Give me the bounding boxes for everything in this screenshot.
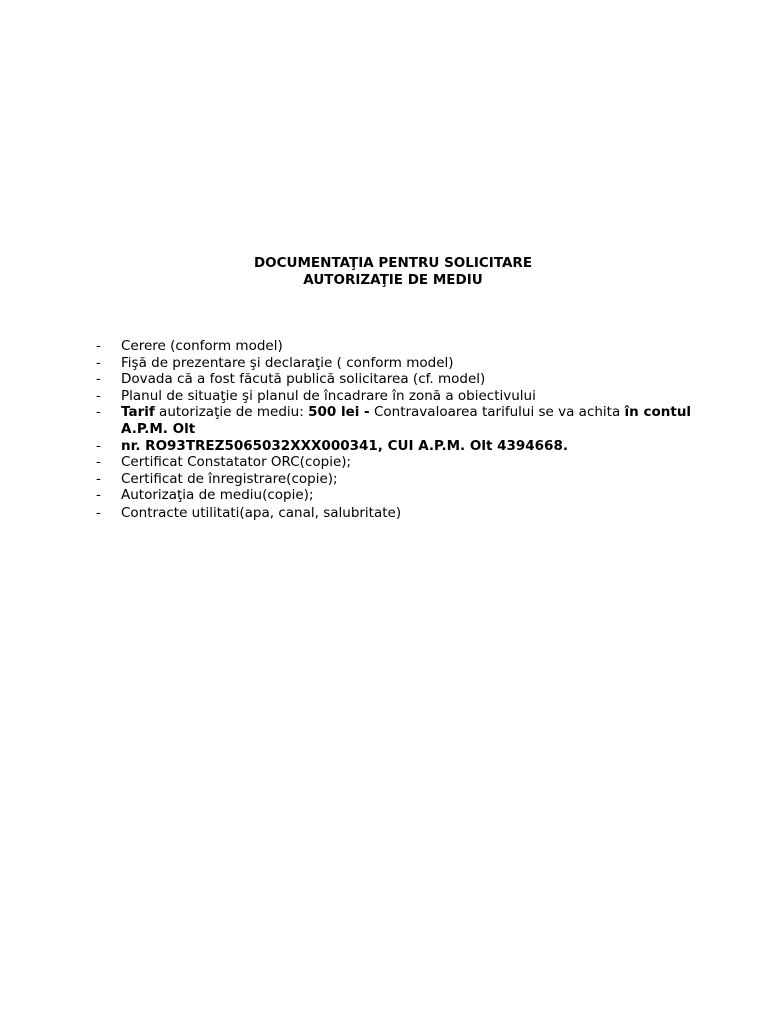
list-item-text: Contracte utilitati(apa, canal, salubritate) (121, 504, 402, 521)
list-item-text: Cerere (conform model) (121, 338, 283, 354)
list-item (96, 388, 716, 405)
list-bullet: - (96, 354, 101, 371)
list-item-text: Planul de situaţie şi planul de încadrare în zonă a obiectivului (121, 387, 536, 404)
tariff-line-2: A.P.M. Olt (121, 420, 196, 437)
list-bullet: - (96, 338, 101, 354)
list-item (96, 355, 716, 372)
list-item (96, 371, 716, 388)
list-bullet: - (96, 437, 101, 454)
tariff-line-1 (121, 404, 716, 421)
list-item (96, 487, 716, 504)
list-bullet: - (96, 404, 101, 421)
list-item-account (96, 438, 716, 455)
list-item (96, 505, 716, 522)
list-item-text: Fişă de prezentare şi declaraţie ( conform model) (121, 354, 454, 371)
list-item-text: Certificat de înregistrare(copie); (121, 470, 338, 487)
requirements-list (96, 338, 716, 522)
tariff-amount: 500 lei - (308, 404, 370, 421)
tariff-desc: autorizaţie de mediu: (154, 404, 309, 421)
list-item-text (121, 404, 716, 437)
tariff-account-label: în contul (624, 404, 692, 421)
list-item-text: Certificat Constatator ORC(copie); (121, 454, 352, 471)
list-bullet: - (96, 387, 101, 404)
list-item (96, 454, 716, 471)
list-item (96, 471, 716, 488)
account-number-text: nr. RO93TREZ5065032XXX000341, CUI A.P.M. Olt 4394668. (121, 437, 568, 454)
list-item-text: Dovada că a fost făcută publică solicitarea (cf. model) (121, 371, 486, 388)
title-line-2: AUTORIZAŢIE DE MEDIU (303, 272, 483, 288)
list-item-text: Autorizaţia de mediu(copie); (121, 487, 314, 504)
list-item (96, 338, 716, 355)
tariff-label: Tarif (121, 404, 155, 421)
list-bullet: - (96, 371, 101, 388)
title-line-1: DOCUMENTAŢIA PENTRU SOLICITARE (253, 255, 533, 271)
list-item-tariff (96, 404, 716, 437)
list-bullet: - (96, 487, 101, 504)
list-bullet: - (96, 470, 101, 487)
tariff-payment-text: Contravaloarea tarifului se va achita (369, 404, 625, 421)
list-bullet: - (96, 504, 101, 521)
document-title (0, 255, 768, 289)
list-bullet: - (96, 454, 101, 471)
